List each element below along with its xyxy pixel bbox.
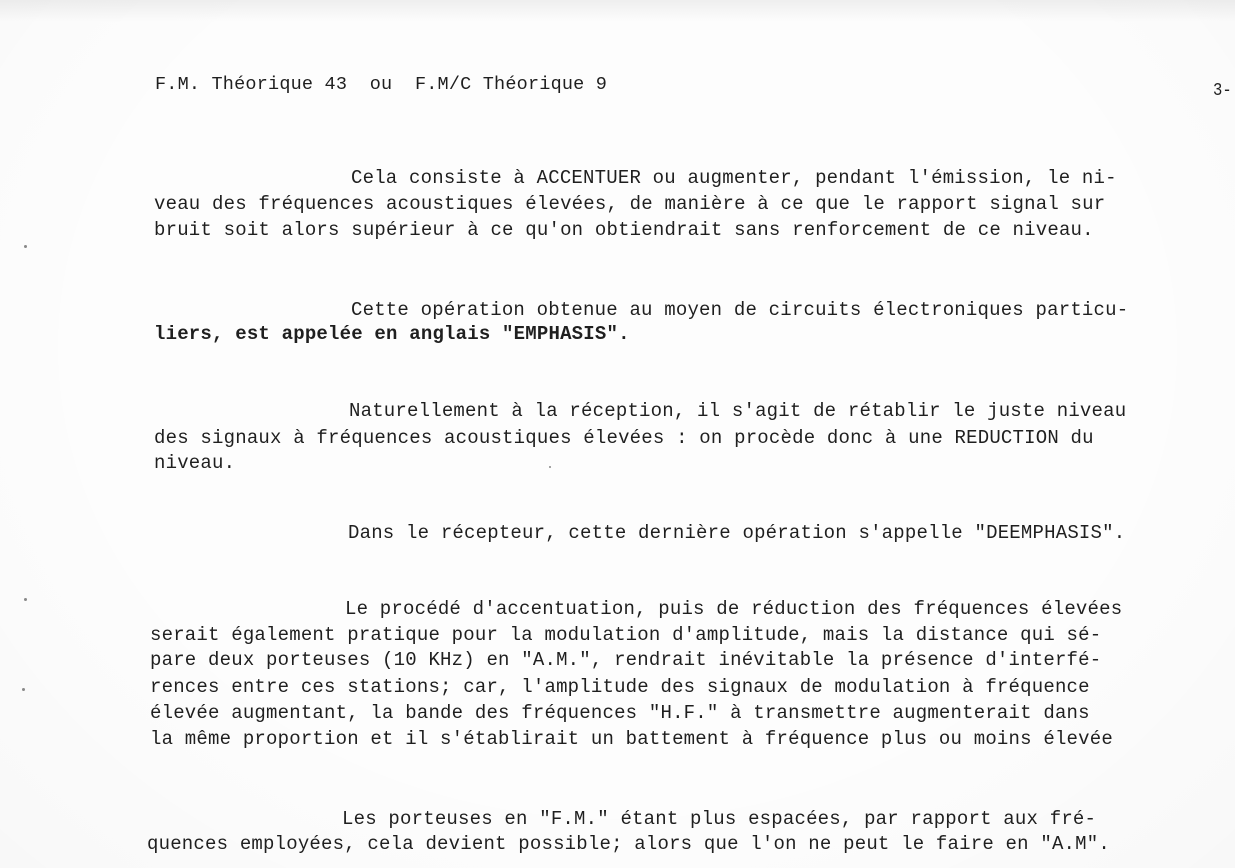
paragraph-3-line-1: Naturellement à la réception, il s'agit de rétablir le juste niveau (349, 400, 1127, 422)
page-number: 3- (1213, 81, 1232, 101)
paragraph-2-line-1: Cette opération obtenue au moyen de circuits électroniques particu- (351, 299, 1129, 321)
paragraph-6-line-2: quences employées, cela devient possible; alors que l'on ne peut le faire en "A.M". (147, 833, 1110, 855)
scan-speck (24, 598, 27, 601)
paragraph-5-line-4: rences entre ces stations; car, l'amplitude des signaux de modulation à fréquence (150, 676, 1090, 698)
paragraph-1-line-1: Cela consiste à ACCENTUER ou augmenter, pendant l'émission, le ni- (351, 167, 1117, 189)
paragraph-3-line-3: niveau. (154, 452, 236, 474)
paragraph-5-line-5: élevée augmentant, la bande des fréquences "H.F." à transmettre augmenterait dans (150, 702, 1090, 724)
paragraph-5-line-1: Le procédé d'accentuation, puis de réduction des fréquences élevées (345, 598, 1123, 620)
page-header: F.M. Théorique 43 ou F.M/C Théorique 9 (155, 74, 608, 95)
paragraph-6-line-1: Les porteuses en "F.M." étant plus espacées, par rapport aux fré- (342, 808, 1097, 830)
paragraph-5-line-3: pare deux porteuses (10 KHz) en "A.M.", rendrait inévitable la présence d'interfé- (150, 649, 1102, 671)
paragraph-4-line-1: Dans le récepteur, cette dernière opération s'appelle "DEEMPHASIS". (348, 522, 1126, 544)
paragraph-2-line-2: liers, est appelée en anglais "EMPHASIS". (154, 323, 630, 345)
paragraph-5-line-2: serait également pratique pour la modulation d'amplitude, mais la distance qui sé- (150, 624, 1102, 646)
scan-speck (24, 245, 27, 248)
paragraph-1-line-2: veau des fréquences acoustiques élevées, de manière à ce que le rapport signal sur (154, 193, 1106, 215)
scan-shadow (0, 0, 1235, 22)
paragraph-5-line-6: la même proportion et il s'établirait un battement à fréquence plus ou moins élevée (150, 728, 1113, 750)
scan-speck (22, 688, 25, 691)
scan-speck (549, 466, 551, 468)
paragraph-3-line-2: des signaux à fréquences acoustiques élevées : on procède donc à une REDUCTION du (154, 427, 1094, 449)
paragraph-1-line-3: bruit soit alors supérieur à ce qu'on obtiendrait sans renforcement de ce niveau. (154, 219, 1094, 241)
